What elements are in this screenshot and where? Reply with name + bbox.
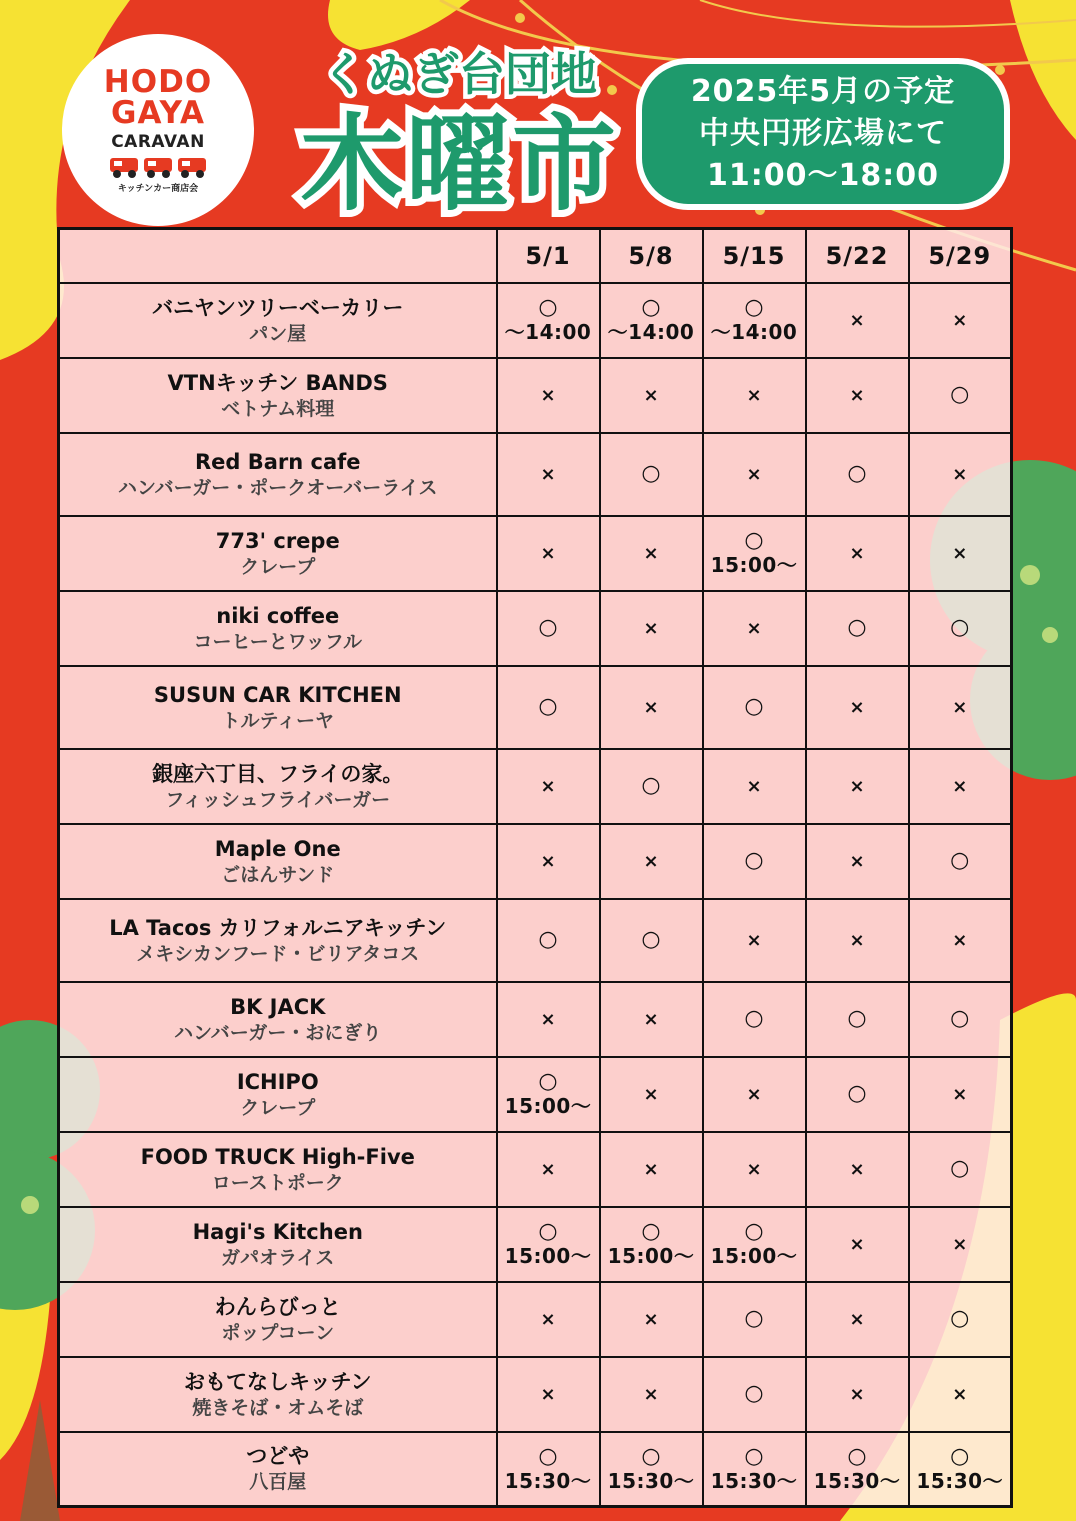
- closed-mark: ×: [849, 850, 865, 872]
- vendor-name: Hagi's Kitchen: [192, 1219, 363, 1244]
- closed-mark: ×: [849, 542, 865, 564]
- vendor-cell: [59, 1132, 497, 1207]
- open-mark: ○: [847, 461, 867, 486]
- header-date: 5/29: [909, 229, 1012, 283]
- schedule-cell: [806, 283, 909, 358]
- schedule-cell: [497, 516, 600, 591]
- vendor-cell: [59, 749, 497, 824]
- vendor-type: クレープ: [240, 1096, 316, 1119]
- table-header-row: [59, 229, 1012, 283]
- open-mark: ○: [641, 461, 661, 486]
- table-row: [59, 666, 1012, 749]
- closed-mark: ×: [849, 1383, 865, 1405]
- vendor-name: つどや: [246, 1444, 310, 1469]
- schedule-cell: [600, 1057, 703, 1132]
- closed-mark: ×: [849, 1158, 865, 1180]
- closed-mark: ×: [952, 696, 968, 718]
- schedule-cell: [806, 899, 909, 982]
- schedule-cell: [600, 591, 703, 666]
- schedule-cell: [600, 982, 703, 1057]
- schedule-cell: [600, 1132, 703, 1207]
- schedule-cell: [806, 1132, 909, 1207]
- table-row: [59, 1132, 1012, 1207]
- vendor-name: Red Barn cafe: [194, 449, 361, 474]
- closed-mark: ×: [952, 542, 968, 564]
- schedule-cell: [600, 824, 703, 899]
- time-note: 15:00〜: [710, 1244, 798, 1268]
- closed-mark: ×: [643, 696, 659, 718]
- open-mark: ○: [744, 528, 764, 553]
- schedule-cell: [600, 358, 703, 433]
- closed-mark: ×: [540, 1383, 556, 1405]
- closed-mark: ×: [540, 1008, 556, 1030]
- time-note: 15:00〜: [504, 1094, 592, 1118]
- time-note: 15:00〜: [607, 1244, 695, 1268]
- vendor-cell: [59, 824, 497, 899]
- open-mark: ○: [950, 615, 970, 640]
- open-mark: ○: [950, 848, 970, 873]
- closed-mark: ×: [746, 463, 762, 485]
- open-mark: ○: [538, 927, 558, 952]
- open-mark: ○: [744, 1006, 764, 1031]
- closed-mark: ×: [643, 1008, 659, 1030]
- schedule-cell: [806, 1207, 909, 1282]
- vendor-name: Maple One: [214, 836, 341, 861]
- closed-mark: ×: [952, 309, 968, 331]
- table-row: [59, 824, 1012, 899]
- table-row: [59, 358, 1012, 433]
- logo-line-2: GAYA: [111, 94, 205, 131]
- time-note: 〜14:00: [710, 320, 798, 344]
- food-trucks-icon: [108, 154, 208, 180]
- schedule-cell: [600, 433, 703, 516]
- closed-mark: ×: [540, 463, 556, 485]
- schedule-cell: [497, 433, 600, 516]
- schedule-cell: [600, 1432, 703, 1507]
- closed-mark: ×: [643, 1158, 659, 1180]
- schedule-cell: [497, 824, 600, 899]
- schedule-cell: [600, 749, 703, 824]
- schedule-cell: [806, 824, 909, 899]
- schedule-cell: [909, 1357, 1012, 1432]
- table-row: [59, 1432, 1012, 1507]
- vendor-type: ガパオライス: [221, 1246, 335, 1269]
- schedule-cell: [806, 1057, 909, 1132]
- vendor-type: ベトナム料理: [221, 397, 335, 420]
- closed-mark: ×: [849, 696, 865, 718]
- closed-mark: ×: [746, 617, 762, 639]
- info-hours: 11:00〜18:00: [707, 158, 939, 193]
- schedule-cell: [703, 1207, 806, 1282]
- info-place: 中央円形広場にて: [699, 116, 947, 151]
- open-mark: ○: [538, 1219, 558, 1244]
- closed-mark: ×: [746, 929, 762, 951]
- schedule-cell: [909, 1207, 1012, 1282]
- open-mark: ○: [744, 848, 764, 873]
- schedule-cell: [909, 824, 1012, 899]
- table-row: [59, 283, 1012, 358]
- vendor-type: 八百屋: [249, 1471, 307, 1494]
- schedule-cell: [497, 982, 600, 1057]
- table-row: [59, 1282, 1012, 1357]
- header-date: 5/15: [703, 229, 806, 283]
- schedule-cell: [909, 899, 1012, 982]
- schedule-cell: [806, 358, 909, 433]
- closed-mark: ×: [540, 775, 556, 797]
- schedule-cell: [909, 982, 1012, 1057]
- closed-mark: ×: [643, 1308, 659, 1330]
- open-mark: ○: [641, 773, 661, 798]
- table-row: [59, 899, 1012, 982]
- open-mark: ○: [744, 1306, 764, 1331]
- schedule-cell: [497, 1057, 600, 1132]
- vendor-cell: [59, 433, 497, 516]
- open-mark: ○: [641, 295, 661, 320]
- schedule-cell: [909, 1432, 1012, 1507]
- schedule-cell: [909, 749, 1012, 824]
- vendor-cell: [59, 1057, 497, 1132]
- vendor-name: FOOD TRUCK High-Five: [140, 1144, 415, 1169]
- vendor-name: ICHIPO: [236, 1069, 319, 1094]
- open-mark: ○: [538, 615, 558, 640]
- schedule-cell: [909, 433, 1012, 516]
- schedule-cell: [703, 982, 806, 1057]
- info-month: 2025年5月の予定: [690, 74, 956, 109]
- vendor-name: バニヤンツリーベーカリー: [152, 295, 404, 320]
- closed-mark: ×: [643, 384, 659, 406]
- closed-mark: ×: [849, 775, 865, 797]
- vendor-cell: [59, 591, 497, 666]
- schedule-cell: [600, 1207, 703, 1282]
- header-date: 5/22: [806, 229, 909, 283]
- vendor-type: ポップコーン: [221, 1321, 335, 1344]
- header-vendor-cell: [59, 229, 497, 283]
- table-row: [59, 433, 1012, 516]
- vendor-type: パン屋: [249, 322, 307, 345]
- open-mark: ○: [744, 1219, 764, 1244]
- vendor-type: コーヒーとワッフル: [193, 630, 363, 653]
- schedule-cell: [497, 1132, 600, 1207]
- schedule-cell: [497, 1207, 600, 1282]
- open-mark: ○: [641, 1219, 661, 1244]
- hodogaya-caravan-logo: [62, 34, 254, 226]
- closed-mark: ×: [952, 929, 968, 951]
- schedule-cell: [703, 1057, 806, 1132]
- vendor-cell: [59, 1357, 497, 1432]
- schedule-cell: [703, 358, 806, 433]
- schedule-cell: [806, 749, 909, 824]
- event-location-title: くぬぎ台団地: [321, 47, 597, 101]
- open-mark: ○: [950, 1006, 970, 1031]
- schedule-cell: [909, 666, 1012, 749]
- closed-mark: ×: [849, 309, 865, 331]
- closed-mark: ×: [643, 617, 659, 639]
- open-mark: ○: [847, 1443, 867, 1469]
- closed-mark: ×: [643, 1083, 659, 1105]
- open-mark: ○: [641, 927, 661, 952]
- closed-mark: ×: [746, 1083, 762, 1105]
- vendor-name: VTNキッチン BANDS: [167, 370, 388, 395]
- table-body: [59, 283, 1012, 1507]
- schedule-cell: [909, 358, 1012, 433]
- open-mark: ○: [744, 1381, 764, 1406]
- closed-mark: ×: [849, 929, 865, 951]
- open-mark: ○: [950, 382, 970, 407]
- schedule-cell: [806, 1357, 909, 1432]
- schedule-cell: [909, 1282, 1012, 1357]
- schedule-cell: [703, 283, 806, 358]
- schedule-cell: [703, 1357, 806, 1432]
- vendor-type: クレープ: [240, 555, 316, 578]
- schedule-cell: [497, 358, 600, 433]
- schedule-cell: [600, 283, 703, 358]
- schedule-cell: [909, 591, 1012, 666]
- open-mark: ○: [744, 694, 764, 719]
- schedule-cell: [703, 899, 806, 982]
- vendor-cell: [59, 666, 497, 749]
- time-note: 15:30〜: [916, 1468, 1004, 1493]
- logo-subtitle: キッチンカー商店会: [117, 183, 199, 194]
- closed-mark: ×: [952, 775, 968, 797]
- schedule-cell: [703, 1282, 806, 1357]
- closed-mark: ×: [746, 384, 762, 406]
- schedule-cell: [703, 516, 806, 591]
- open-mark: ○: [950, 1306, 970, 1331]
- vendor-type: ハンバーガー・おにぎり: [174, 1021, 382, 1044]
- schedule-cell: [703, 591, 806, 666]
- closed-mark: ×: [540, 1308, 556, 1330]
- schedule-cell: [497, 1432, 600, 1507]
- vendor-name: LA Tacos カリフォルニアキッチン: [109, 915, 447, 940]
- vendor-name: niki coffee: [216, 603, 340, 628]
- logo-line-1: HODO: [103, 63, 213, 100]
- open-mark: ○: [744, 1443, 764, 1469]
- table-row: [59, 591, 1012, 666]
- schedule-cell: [703, 824, 806, 899]
- closed-mark: ×: [540, 1158, 556, 1180]
- time-note: 〜14:00: [607, 320, 695, 344]
- logo-line-3: CARAVAN: [111, 131, 205, 152]
- time-note: 15:00〜: [710, 553, 798, 577]
- schedule-cell: [497, 666, 600, 749]
- schedule-cell: [806, 516, 909, 591]
- table-row: [59, 1057, 1012, 1132]
- open-mark: ○: [950, 1443, 970, 1469]
- vendor-type: 焼きそば・オムそば: [192, 1396, 364, 1419]
- closed-mark: ×: [643, 542, 659, 564]
- schedule-cell: [703, 666, 806, 749]
- schedule-cell: [909, 283, 1012, 358]
- closed-mark: ×: [952, 1383, 968, 1405]
- schedule-cell: [806, 1432, 909, 1507]
- vendor-type: ローストポーク: [211, 1171, 344, 1194]
- closed-mark: ×: [746, 775, 762, 797]
- table-row: [59, 1207, 1012, 1282]
- schedule-cell: [806, 982, 909, 1057]
- header-date: 5/8: [600, 229, 703, 283]
- table-row: [59, 982, 1012, 1057]
- vendor-cell: [59, 1432, 497, 1507]
- schedule-cell: [703, 433, 806, 516]
- schedule-cell: [909, 1057, 1012, 1132]
- vendor-cell: [59, 358, 497, 433]
- schedule-cell: [497, 283, 600, 358]
- header-date: 5/1: [497, 229, 600, 283]
- schedule-cell: [600, 666, 703, 749]
- closed-mark: ×: [849, 384, 865, 406]
- time-note: 15:30〜: [607, 1468, 695, 1493]
- vendor-name: 773' crepe: [215, 528, 340, 553]
- vendor-name: おもてなしキッチン: [183, 1369, 372, 1394]
- vendor-name: SUSUN CAR KITCHEN: [153, 682, 402, 707]
- vendor-name: BK JACK: [230, 994, 326, 1019]
- time-note: 〜14:00: [504, 320, 592, 344]
- schedule-cell: [497, 1282, 600, 1357]
- schedule-cell: [703, 749, 806, 824]
- open-mark: ○: [847, 1006, 867, 1031]
- open-mark: ○: [847, 1081, 867, 1106]
- vendor-cell: [59, 982, 497, 1057]
- time-note: 15:30〜: [813, 1468, 901, 1493]
- vendor-type: メキシカンフード・ビリアタコス: [136, 942, 420, 965]
- closed-mark: ×: [540, 542, 556, 564]
- open-mark: ○: [950, 1156, 970, 1181]
- open-mark: ○: [744, 295, 764, 320]
- schedule-cell: [806, 591, 909, 666]
- schedule-cell: [600, 1357, 703, 1432]
- vendor-name: わんらびっと: [214, 1294, 341, 1319]
- closed-mark: ×: [952, 1233, 968, 1255]
- vendor-schedule-table: [57, 227, 1013, 1508]
- schedule-cell: [497, 591, 600, 666]
- closed-mark: ×: [540, 384, 556, 406]
- vendor-name: 銀座六丁目、フライの家。: [152, 761, 404, 786]
- vendor-type: フィッシュフライバーガー: [165, 788, 391, 811]
- schedule-cell: [600, 516, 703, 591]
- time-note: 15:30〜: [504, 1468, 592, 1493]
- closed-mark: ×: [849, 1308, 865, 1330]
- schedule-cell: [806, 666, 909, 749]
- vendor-type: トルティーヤ: [221, 709, 334, 732]
- schedule-cell: [497, 1357, 600, 1432]
- closed-mark: ×: [540, 850, 556, 872]
- closed-mark: ×: [952, 463, 968, 485]
- open-mark: ○: [847, 615, 867, 640]
- vendor-type: ごはんサンド: [221, 863, 335, 886]
- closed-mark: ×: [643, 850, 659, 872]
- closed-mark: ×: [849, 1233, 865, 1255]
- schedule-cell: [703, 1132, 806, 1207]
- table-row: [59, 516, 1012, 591]
- vendor-type: ハンバーガー・ポークオーバーライス: [117, 476, 438, 499]
- schedule-cell: [806, 433, 909, 516]
- vendor-cell: [59, 1282, 497, 1357]
- closed-mark: ×: [643, 1383, 659, 1405]
- open-mark: ○: [641, 1443, 661, 1469]
- schedule-cell: [497, 749, 600, 824]
- schedule-cell: [600, 899, 703, 982]
- time-note: 15:30〜: [710, 1468, 798, 1493]
- vendor-cell: [59, 1207, 497, 1282]
- vendor-cell: [59, 283, 497, 358]
- vendor-cell: [59, 516, 497, 591]
- closed-mark: ×: [952, 1083, 968, 1105]
- open-mark: ○: [538, 1069, 558, 1094]
- table-row: [59, 1357, 1012, 1432]
- time-note: 15:00〜: [504, 1244, 592, 1268]
- open-mark: ○: [538, 694, 558, 719]
- table-row: [59, 749, 1012, 824]
- schedule-cell: [600, 1282, 703, 1357]
- event-info-box: [636, 58, 1010, 210]
- schedule-cell: [497, 899, 600, 982]
- vendor-cell: [59, 899, 497, 982]
- schedule-cell: [909, 516, 1012, 591]
- closed-mark: ×: [746, 1158, 762, 1180]
- schedule-cell: [703, 1432, 806, 1507]
- event-main-title: 木曜市: [299, 103, 618, 225]
- schedule-cell: [806, 1282, 909, 1357]
- open-mark: ○: [538, 295, 558, 320]
- schedule-cell: [909, 1132, 1012, 1207]
- open-mark: ○: [538, 1443, 558, 1469]
